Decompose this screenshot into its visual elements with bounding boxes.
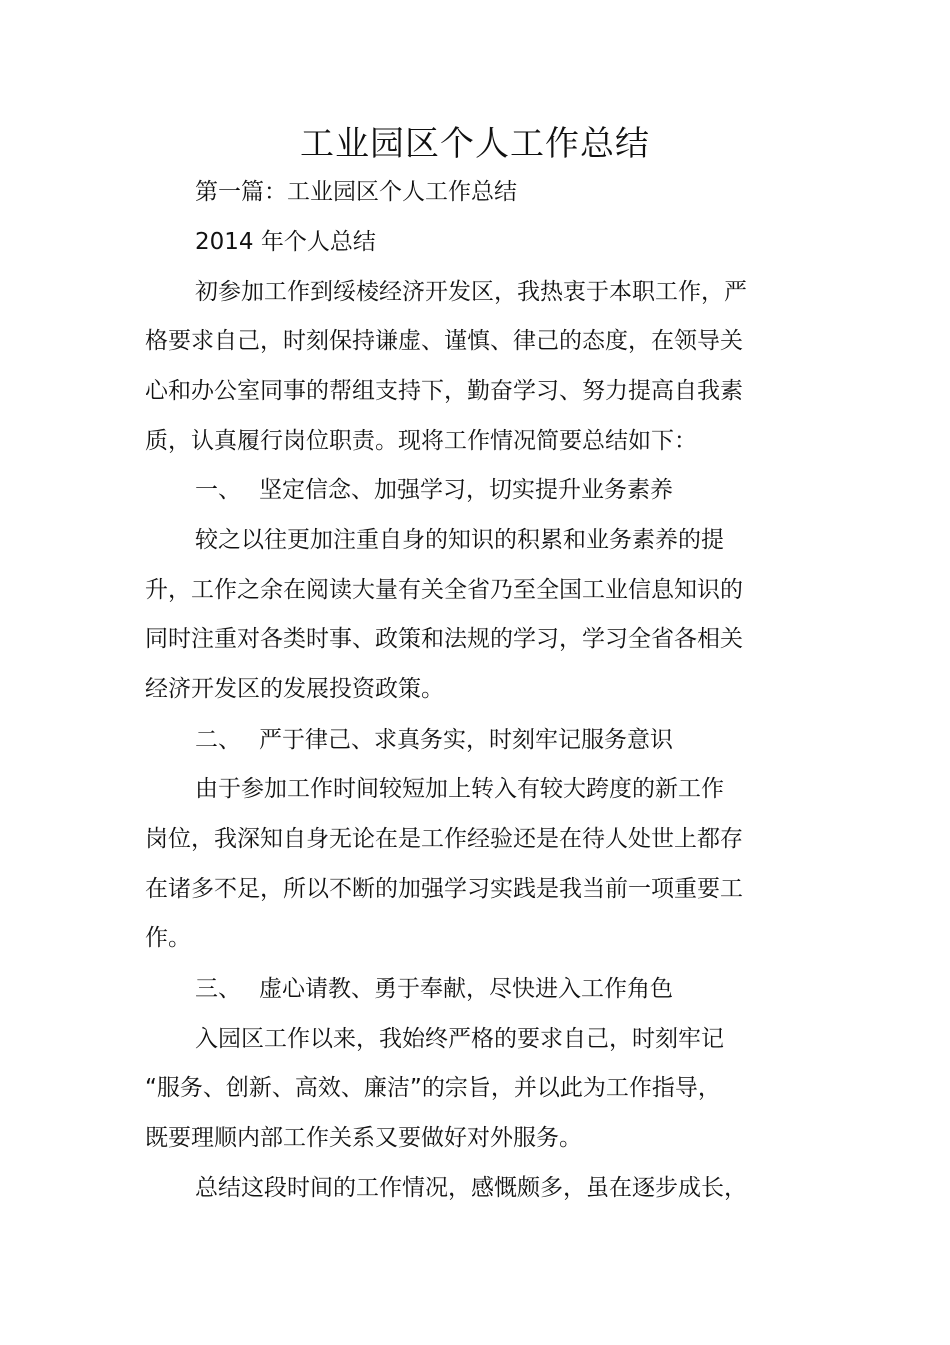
section-1-paragraph-line: 较之以往更加注重自身的知识的积累和业务素养的提 (195, 527, 724, 553)
chapter-heading: 第一篇：工业园区个人工作总结 (195, 179, 517, 205)
section-3-paragraph-line: 入园区工作以来，我始终严格的要求自己，时刻牢记 (195, 1026, 724, 1052)
section-3-paragraph-line: “服务、创新、高效、廉洁”的宗旨，并以此为工作指导， (145, 1075, 721, 1101)
section-number: 三、 (195, 976, 241, 1002)
section-3-paragraph-line: 既要理顺内部工作关系又要做好对外服务。 (145, 1125, 582, 1151)
intro-paragraph-line: 格要求自己，时刻保持谦虚、谨慎、律己的态度，在领导关 (145, 328, 743, 354)
section-2-paragraph-line: 由于参加工作时间较短加上转入有较大跨度的新工作 (195, 776, 724, 802)
closing-paragraph-line: 总结这段时间的工作情况，感慨颇多，虽在逐步成长， (195, 1175, 747, 1201)
section-1-paragraph-line: 同时注重对各类时事、政策和法规的学习，学习全省各相关 (145, 626, 743, 652)
section-number: 二、 (195, 727, 241, 753)
section-2-paragraph-line: 岗位，我深知自身无论在是工作经验还是在待人处世上都存 (145, 826, 743, 852)
intro-paragraph-line: 心和办公室同事的帮组支持下，勤奋学习、努力提高自我素 (145, 378, 743, 404)
section-2-paragraph-line: 在诸多不足，所以不断的加强学习实践是我当前一项重要工 (145, 876, 743, 902)
section-heading-text: 严于律己、求真务实，时刻牢记服务意识 (259, 727, 673, 753)
section-1-paragraph-line: 升，工作之余在阅读大量有关全省乃至全国工业信息知识的 (145, 577, 743, 603)
document-title: 工业园区个人工作总结 (300, 124, 650, 164)
section-heading-text: 坚定信念、加强学习，切实提升业务素养 (259, 477, 673, 503)
intro-paragraph-line: 质，认真履行岗位职责。现将工作情况简要总结如下： (145, 428, 697, 454)
intro-paragraph-line: 初参加工作到绥棱经济开发区，我热衷于本职工作，严 (195, 279, 747, 305)
section-heading-text: 虚心请教、勇于奉献，尽快进入工作角色 (259, 976, 673, 1002)
section-2-paragraph-line: 作。 (145, 925, 191, 951)
year-heading: 2014 年个人总结 (195, 229, 376, 255)
section-1-paragraph-line: 经济开发区的发展投资政策。 (145, 676, 444, 702)
section-heading-1 (195, 475, 795, 505)
section-heading-2 (195, 725, 795, 755)
section-number: 一、 (195, 477, 241, 503)
section-heading-3 (195, 974, 795, 1004)
